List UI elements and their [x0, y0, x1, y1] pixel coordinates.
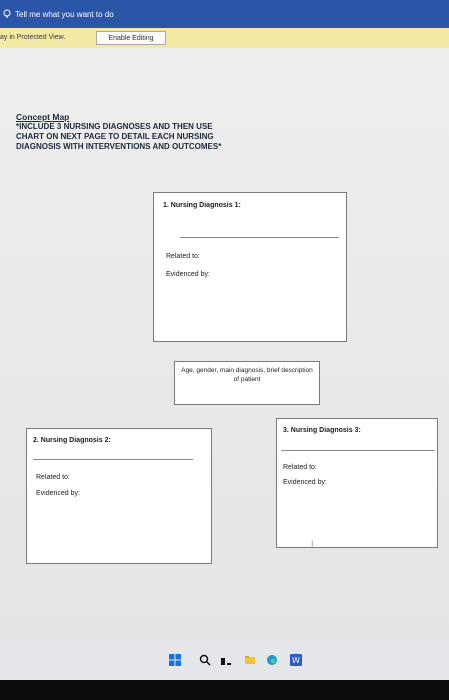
windows-start-icon[interactable]	[169, 654, 181, 666]
patient-description-text: Age, gender, main diagnosis, brief description of patient	[181, 367, 313, 383]
diagnosis-3-title: 3. Nursing Diagnosis 3:	[283, 427, 361, 434]
enable-editing-button[interactable]: Enable Editing	[96, 31, 166, 45]
screen-bezel	[0, 680, 449, 700]
edge-browser-icon[interactable]	[266, 654, 278, 666]
concept-map-title-block	[16, 112, 226, 152]
tell-me-label: Tell me what you want to do	[15, 9, 114, 19]
instructions-text: *INCLUDE 3 NURSING DIAGNOSES AND THEN USE CHART ON NEXT PAGE TO DETAIL EACH NURSING DIAGNOSIS WITH INTERVENTIONS AND OUTCOMES*	[16, 122, 222, 151]
diagnosis-1-title: 1. Nursing Diagnosis 1:	[163, 202, 241, 209]
diagnosis-1-line	[180, 237, 339, 238]
diagnosis-1-evidenced: Evidenced by:	[166, 271, 210, 278]
diagnosis-3-evidenced: Evidenced by:	[283, 479, 327, 486]
nursing-diagnosis-2-box[interactable]	[26, 428, 212, 564]
diagnosis-2-related: Related to:	[36, 474, 70, 481]
patient-description-box[interactable]	[174, 361, 320, 405]
nursing-diagnosis-3-box[interactable]	[276, 418, 438, 548]
nursing-diagnosis-1-box[interactable]	[153, 192, 347, 342]
diagnosis-3-related: Related to:	[283, 464, 317, 471]
protected-view-bar	[0, 28, 449, 49]
text-cursor-icon: I	[311, 539, 314, 549]
task-view-icon[interactable]	[220, 654, 232, 666]
search-icon[interactable]	[199, 654, 211, 666]
tell-me-search[interactable]	[2, 9, 114, 19]
page-title: Concept Map	[16, 112, 70, 122]
lightbulb-icon	[2, 9, 12, 19]
protected-view-message: ay in Protected View.	[0, 34, 66, 41]
diagnosis-2-line	[33, 459, 193, 460]
svg-text:W: W	[292, 656, 300, 665]
diagnosis-2-evidenced: Evidenced by:	[36, 490, 80, 497]
word-app-icon[interactable]	[290, 654, 302, 666]
ribbon-bar	[0, 0, 449, 28]
diagnosis-1-related: Related to:	[166, 253, 200, 260]
diagnosis-3-line	[281, 450, 435, 451]
diagnosis-2-title: 2. Nursing Diagnosis 2:	[33, 437, 111, 444]
file-explorer-icon[interactable]	[244, 654, 256, 666]
